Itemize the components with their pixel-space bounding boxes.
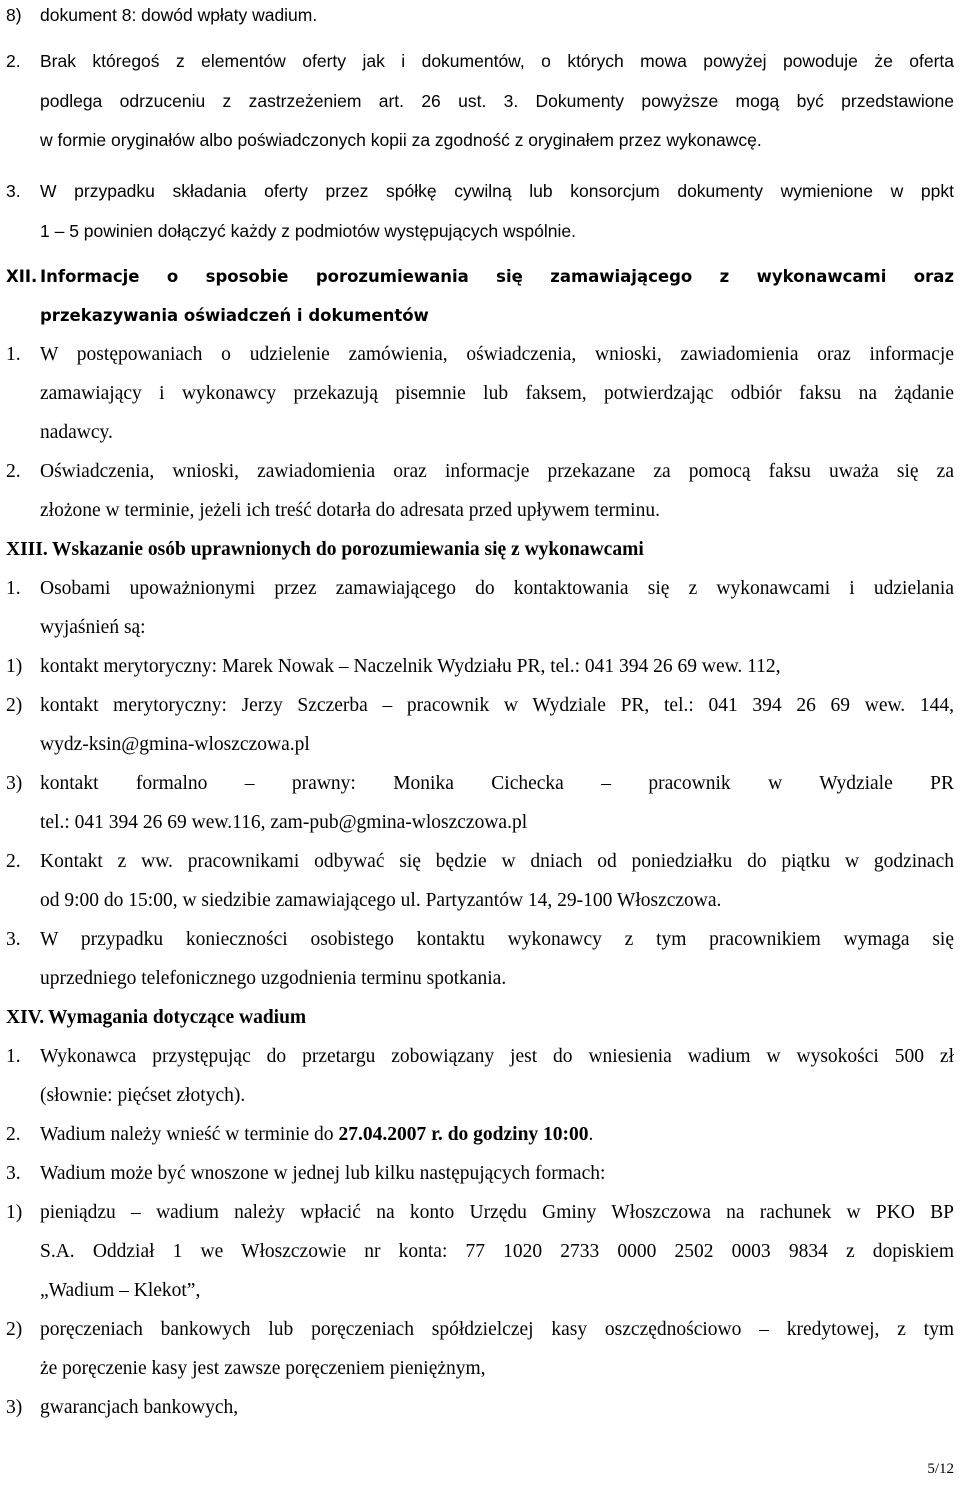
item-number: 2.	[6, 851, 21, 872]
item-number: 8)	[6, 5, 22, 25]
text-line	[0, 1354, 960, 1384]
item-text: dokument 8: dowód wpłaty wadium.	[40, 5, 318, 25]
item-number: 2.	[6, 51, 21, 71]
deadline-date: 27.04.2007 r.	[338, 1124, 443, 1145]
item-number: 3.	[6, 929, 21, 950]
list-item	[0, 1198, 960, 1228]
item-text: uprzedniego telefonicznego uzgodnienia terminu spotkania.	[40, 968, 507, 989]
text-span: Wadium należy wnieść w terminie do	[40, 1124, 339, 1145]
item-number: 3.	[6, 181, 21, 201]
item-text: kontakt merytoryczny: Jerzy Szczerba – pracownik w Wydziale PR, tel.: 041 394 26 69 wew. 144,	[40, 695, 954, 716]
item-number: 3.	[6, 1163, 21, 1184]
text-line	[0, 216, 960, 246]
text-line	[0, 1081, 960, 1111]
list-item	[0, 176, 960, 206]
item-text: że poręczenie kasy jest zawsze poręczeniem pieniężnym,	[40, 1358, 486, 1379]
item-text	[40, 1120, 954, 1150]
item-text: poręczeniach bankowych lub poręczeniach spółdzielczej kasy oszczędnościowo – kredytowej, z tym	[40, 1319, 954, 1340]
item-text: złożone w terminie, jeżeli ich treść dotarła do adresata przed upływem terminu.	[40, 500, 660, 521]
item-number: 3)	[6, 1397, 23, 1418]
list-item	[0, 847, 960, 877]
text-line	[0, 808, 960, 838]
item-number: 2)	[6, 1319, 23, 1340]
list-item	[0, 652, 960, 682]
list-item	[0, 340, 960, 370]
item-number: 1)	[6, 656, 23, 677]
text-line	[0, 418, 960, 448]
item-text: w formie oryginałów albo poświadczonych kopii za zgodność z oryginałem przez wykonawcę.	[40, 130, 762, 150]
item-number: 1.	[6, 344, 21, 365]
item-text: od 9:00 do 15:00, w siedzibie zamawiającego ul. Partyzantów 14, 29-100 Włoszczowa.	[40, 890, 722, 911]
section-title: Informacje o sposobie porozumiewania się zamawiającego z wykonawcami oraz	[40, 267, 954, 286]
item-number: 2.	[6, 461, 21, 482]
list-item	[0, 1120, 960, 1150]
text-line	[0, 964, 960, 994]
item-text: W postępowaniach o udzielenie zamówienia, oświadczenia, wnioski, zawiadomienia oraz informacje	[40, 344, 954, 365]
item-text: kontakt merytoryczny: Marek Nowak – Naczelnik Wydziału PR, tel.: 041 394 26 69 wew. 112,	[40, 656, 781, 677]
item-text: wyjaśnień są:	[40, 617, 146, 638]
text-line	[0, 379, 960, 409]
list-item	[0, 574, 960, 604]
section-number: XIV.	[6, 1007, 45, 1028]
item-text: gwarancjach bankowych,	[40, 1397, 239, 1418]
item-text: Oświadczenia, wnioski, zawiadomienia oraz informacje przekazane za pomocą faksu uważa się za	[40, 461, 954, 482]
item-text: „Wadium – Klekot”,	[40, 1280, 201, 1301]
item-text: zamawiający i wykonawcy przekazują pisemnie lub faksem, potwierdzając odbiór faksu na żądanie	[40, 383, 954, 404]
list-item	[0, 769, 960, 799]
section-title: przekazywania oświadczeń i dokumentów	[40, 306, 429, 325]
item-text: pieniądzu – wadium należy wpłacić na konto Urzędu Gminy Włoszczowa na rachunek w PKO BP	[40, 1202, 954, 1223]
item-text: Wykonawca przystępując do przetargu zobowiązany jest do wniesienia wadium w wysokości 500 zł	[40, 1046, 954, 1067]
item-text: kontakt formalno – prawny: Monika Cichecka – pracownik w Wydziale PR	[40, 773, 954, 794]
section-number: XII.	[6, 267, 38, 286]
deadline-time: do godziny 10:00	[447, 1124, 589, 1145]
item-text: Kontakt z ww. pracownikami odbywać się będzie w dniach od poniedziałku do piątku w godzinach	[40, 851, 954, 872]
list-item	[0, 1159, 960, 1189]
item-text: Wadium może być wnoszone w jednej lub kilku następujących formach:	[40, 1163, 606, 1184]
list-item	[0, 925, 960, 955]
list-item	[0, 457, 960, 487]
item-text: Brak któregoś z elementów oferty jak i dokumentów, o których mowa powyżej powoduje że oferta	[40, 51, 954, 71]
item-number: 1)	[6, 1202, 23, 1223]
text-line	[0, 1276, 960, 1306]
item-text: W przypadku składania oferty przez spółkę cywilną lub konsorcjum dokumenty wymienione w ppkt	[40, 181, 954, 201]
list-item	[0, 691, 960, 721]
section-heading	[0, 535, 960, 565]
text-span: .	[588, 1124, 594, 1145]
item-text: tel.: 041 394 26 69 wew.116, zam-pub@gmina-wloszczowa.pl	[40, 812, 528, 833]
item-number: 2)	[6, 695, 23, 716]
item-text: nadawcy.	[40, 422, 113, 443]
text-line	[0, 1237, 960, 1267]
text-line	[0, 613, 960, 643]
section-number: XIII.	[6, 539, 48, 560]
item-number: 1.	[6, 578, 21, 599]
item-text: W przypadku konieczności osobistego kontaktu wykonawcy z tym pracownikiem wymaga się	[40, 929, 954, 950]
text-line	[0, 730, 960, 760]
item-number: 2.	[6, 1124, 21, 1145]
list-item	[0, 46, 960, 76]
section-title: Wymagania dotyczące wadium	[48, 1007, 307, 1028]
section-heading-continued	[0, 301, 960, 331]
section-heading	[0, 1003, 960, 1033]
item-text: (słownie: pięćset złotych).	[40, 1085, 246, 1106]
list-item	[0, 0, 960, 30]
text-line	[0, 886, 960, 916]
list-item	[0, 1315, 960, 1345]
item-text: 1 – 5 powinien dołączyć każdy z podmiotów występujących wspólnie.	[40, 221, 576, 241]
text-line	[0, 86, 960, 116]
item-text: S.A. Oddział 1 we Włoszczowie nr konta: 77 1020 2733 0000 2502 0003 9834 z dopiskiem	[40, 1241, 954, 1262]
item-number: 3)	[6, 773, 23, 794]
item-text: Osobami upoważnionymi przez zamawiającego do kontaktowania się z wykonawcami i udzielania	[40, 578, 954, 599]
list-item	[0, 1393, 960, 1423]
section-title: Wskazanie osób uprawnionych do porozumiewania się z wykonawcami	[52, 539, 644, 560]
email-text: wydz-ksin@gmina-wloszczowa.pl	[40, 734, 310, 755]
text-line	[0, 496, 960, 526]
text-line	[0, 125, 960, 155]
page-number: 5/12	[927, 1461, 954, 1477]
item-number: 1.	[6, 1046, 21, 1067]
section-heading	[0, 262, 960, 292]
item-text: podlega odrzuceniu z zastrzeżeniem art. 26 ust. 3. Dokumenty powyższe mogą być przedstawione	[40, 91, 954, 111]
list-item	[0, 1042, 960, 1072]
